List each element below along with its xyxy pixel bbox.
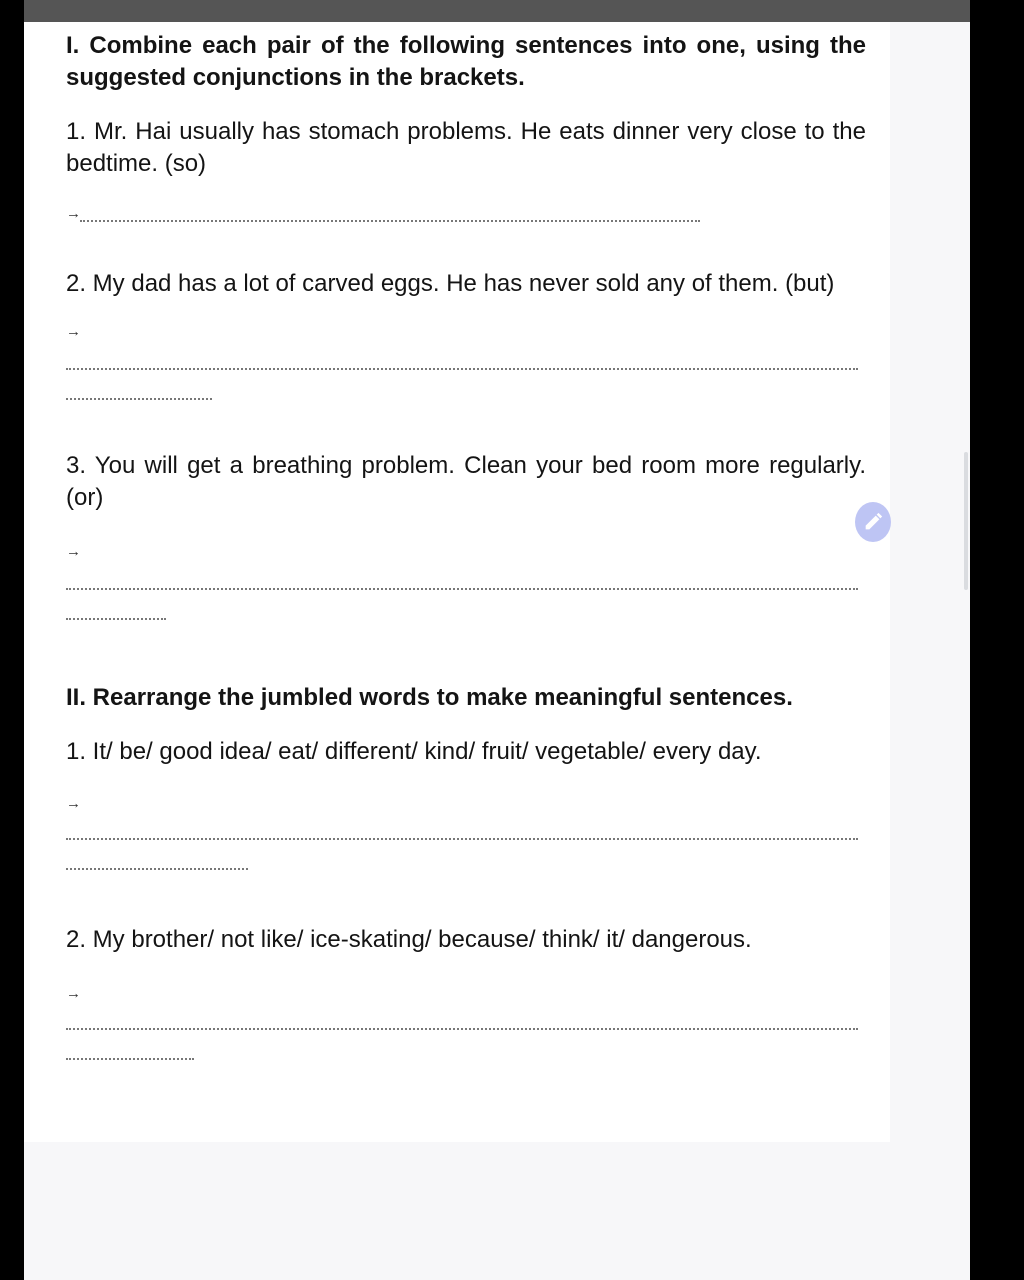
scrollbar[interactable] (964, 452, 968, 590)
edit-button[interactable] (855, 502, 891, 542)
answer-area-2-2[interactable] (66, 986, 866, 1086)
section-1-heading: I. Combine each pair of the following sentences into one, using the suggested conjunctions in the brackets. (66, 32, 866, 91)
question-1-1: 1. Mr. Hai usually has stomach problems. He eats dinner very close to the bedtime. (so) (66, 118, 866, 177)
answer-area-1-3[interactable] (66, 544, 866, 662)
answer-area-2-1[interactable] (66, 796, 866, 914)
answer-line (66, 1028, 858, 1030)
answer-arrow: → (66, 795, 81, 812)
answer-line (66, 868, 248, 870)
worksheet-content (66, 30, 866, 1086)
top-bar (24, 0, 970, 22)
answer-line (80, 220, 700, 222)
answer-arrow: → (66, 205, 81, 222)
answer-arrow: → (66, 985, 81, 1002)
answer-line (66, 1058, 194, 1060)
answer-area-1-1[interactable] (66, 206, 866, 246)
question-1-3: 3. You will get a breathing problem. Clean your bed room more regularly. (or) (66, 452, 866, 511)
answer-arrow: → (66, 543, 81, 560)
answer-area-1-2[interactable] (66, 324, 866, 442)
answer-line (66, 368, 858, 370)
question-2-1: 1. It/ be/ good idea/ eat/ different/ kind/ fruit/ vegetable/ every day. (66, 738, 762, 765)
answer-line (66, 588, 858, 590)
answer-line (66, 618, 166, 620)
pencil-icon (862, 511, 884, 533)
section-2-heading: II. Rearrange the jumbled words to make meaningful sentences. (66, 684, 793, 711)
answer-line (66, 398, 212, 400)
question-1-2: 2. My dad has a lot of carved eggs. He has never sold any of them. (but) (66, 270, 835, 297)
answer-arrow: → (66, 323, 81, 340)
answer-line (66, 838, 858, 840)
question-2-2: 2. My brother/ not like/ ice-skating/ because/ think/ it/ dangerous. (66, 926, 752, 953)
